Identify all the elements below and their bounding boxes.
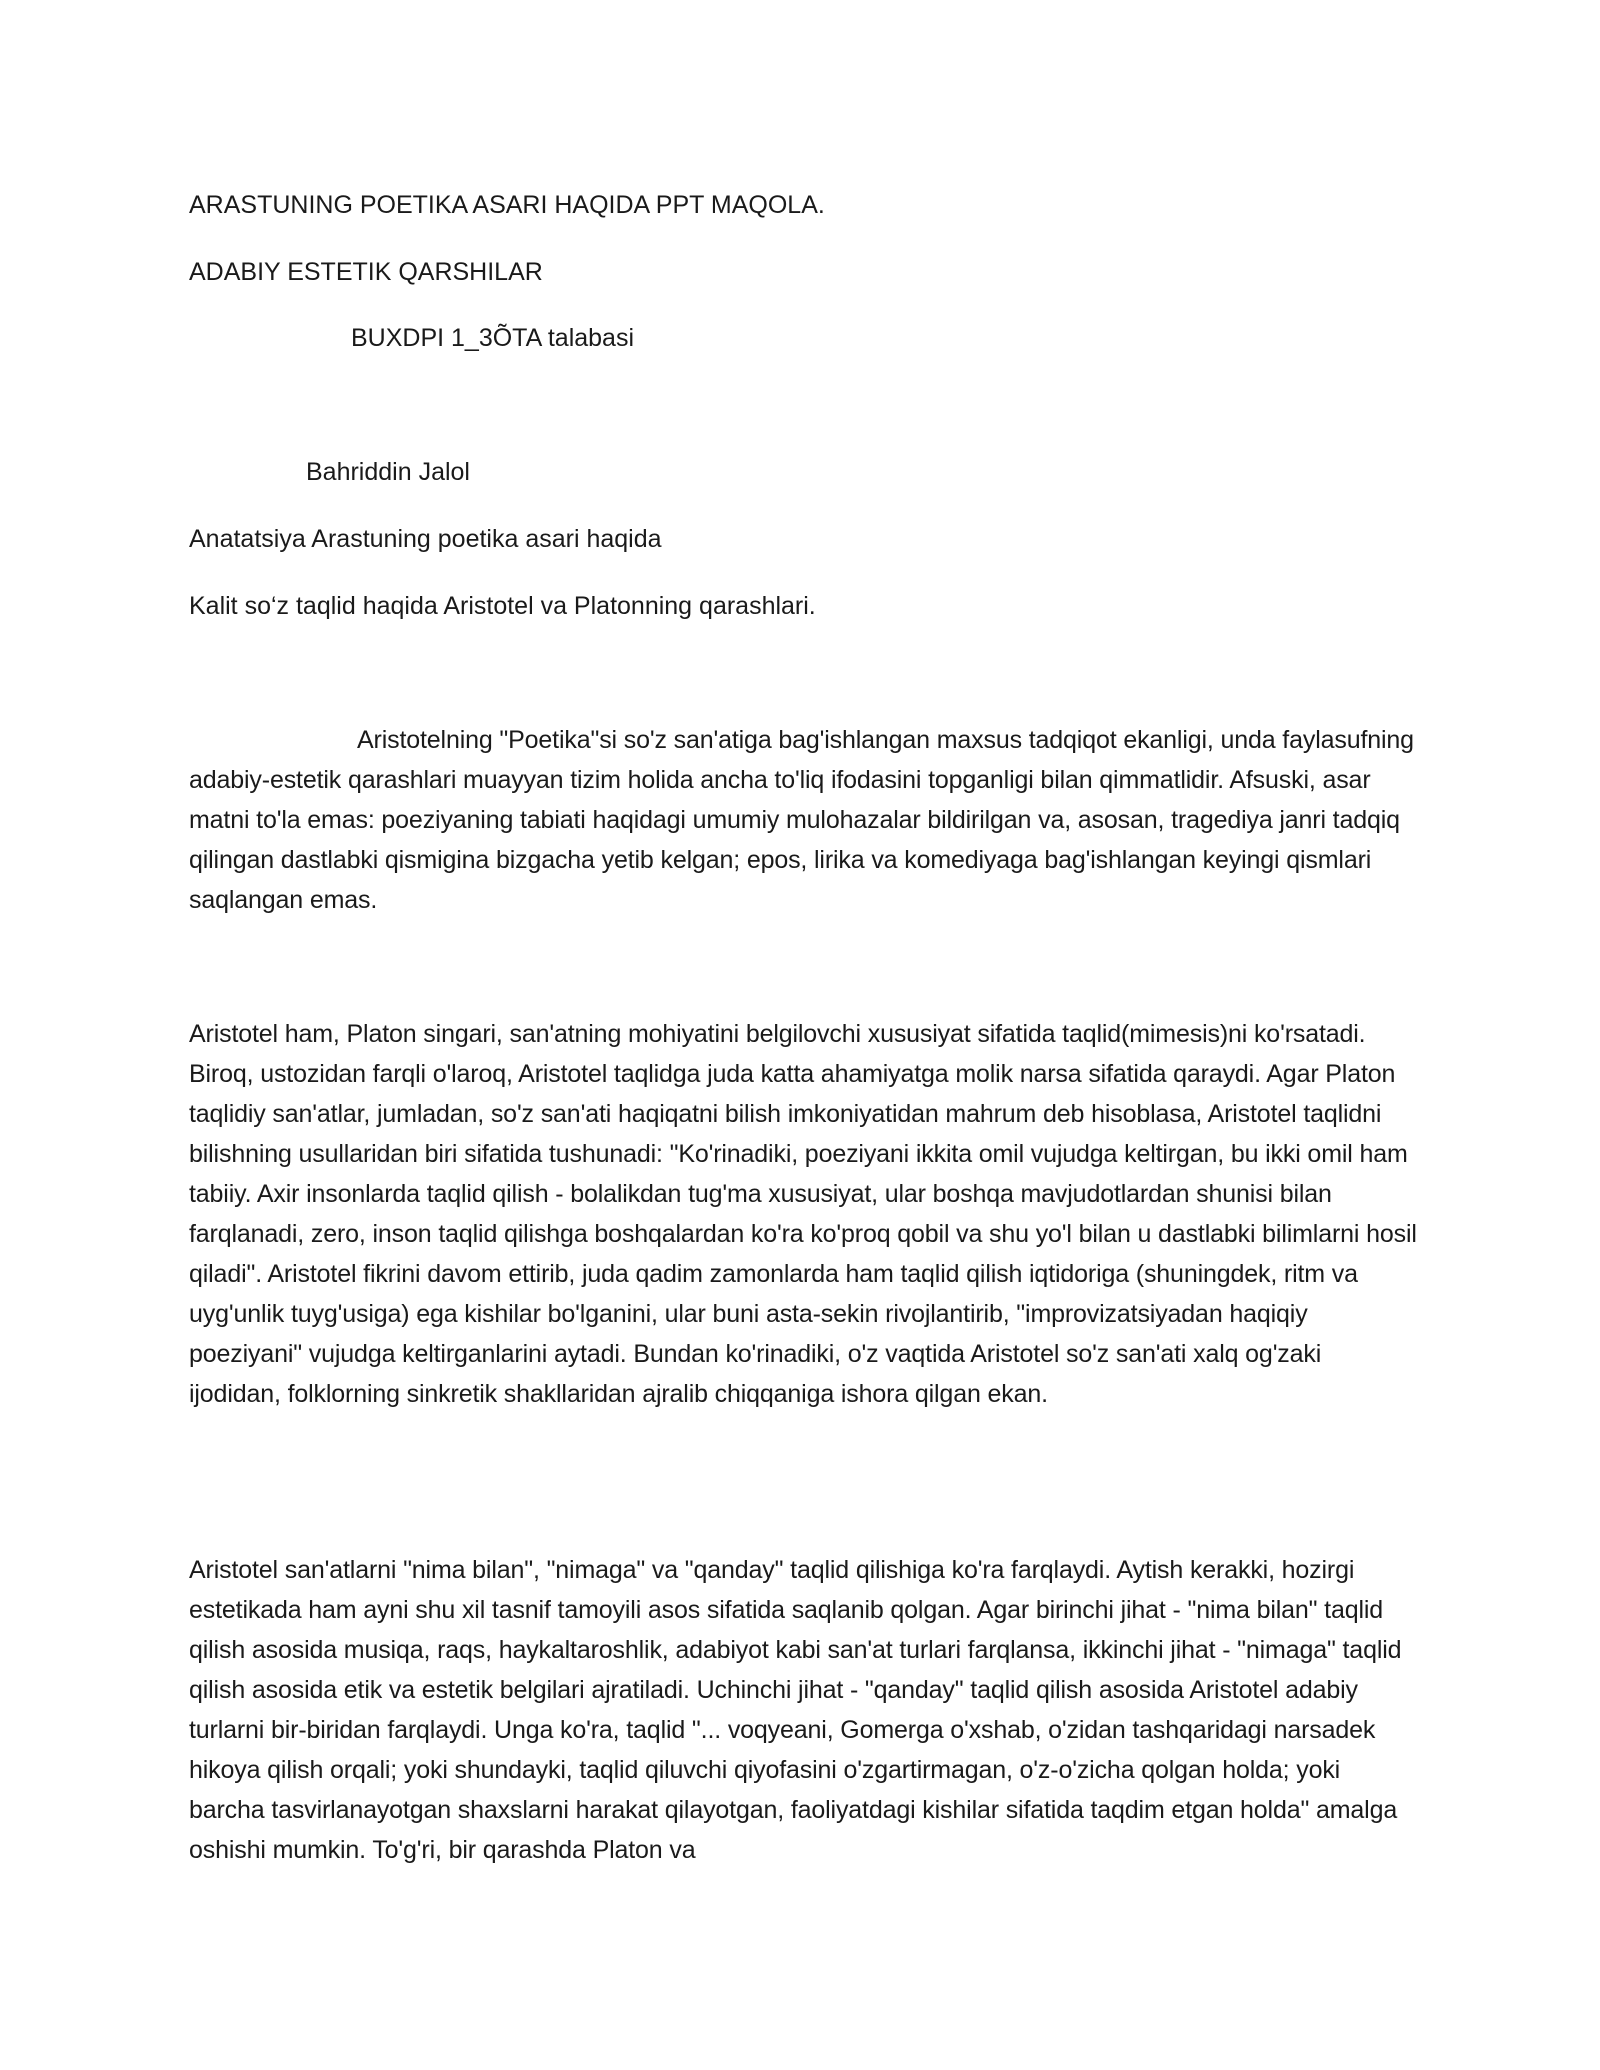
document-title: ARASTUNING POETIKA ASARI HAQIDA PPT MAQOLA.: [189, 191, 825, 219]
paragraph-3: Aristotel san'atlarni "nima bilan", "nimaga" va "qanday" taqlid qilishiga ko'ra farqlaydi. Aytish kerakki, hozirgi estetikada ham ayni shu xil tasnif tamoyili asos sifatida saqlanib qolgan. Agar birinchi jihat - "nima bilan" taqlid qilish asosida musiqa, raqs, haykaltaroshlik, adabiyot kabi san'at turlari farqlansa, ikkinchi jihat - "nimaga" taqlid qilish asosida etik va estetik belgilari ajratiladi. Uchinchi jihat - "qanday" taqlid qilish asosida Aristotel adabiy turlarni bir-biridan farqlaydi. Unga ko'ra, taqlid "... voqyeani, Gomerga o'xshab, o'zidan tashqaridagi narsadek hikoya qilish orqali; yoki shundayki, taqlid qiluvchi qiyofasini o'zgartirmagan, o'z-o'zicha qolgan holda; yoki barcha tasvirlanayotgan shaxslarni harakat qilayotgan, faoliyatdagi kishilar sifatida taqdim etgan holda" amalga oshishi mumkin. To'g'ri, bir qarashda Platon va: [189, 1556, 1402, 1864]
annotation-line: Anatatsiya Arastuning poetika asari haqida: [189, 525, 662, 553]
keywords-line: Kalit so‘z taqlid haqida Aristotel va Platonning qarashlari.: [189, 592, 816, 620]
paragraph-2: Aristotel ham, Platon singari, san'atning mohiyatini belgilovchi xususiyat sifatida taqlid(mimesis)ni ko'rsatadi. Biroq, ustozidan farqli o'laroq, Aristotel taqlidga juda katta ahamiyatga molik narsa sifatida qaraydi. Agar Platon taqlidiy san'atlar, jumladan, so'z san'ati haqiqatni bilish imkoniyatidan mahrum deb hisoblasa, Aristotel taqlidni bilishning usullaridan biri sifatida tushunadi: "Ko'rinadiki, poeziyani ikkita omil vujudga keltirgan, bu ikki omil ham tabiiy. Axir insonlarda taqlid qilish - bolalikdan tug'ma xususiyat, ular boshqa mavjudotlardan shunisi bilan farqlanadi, zero, inson taqlid qilishga boshqalardan ko'ra ko'proq qobil va shu yo'l bilan u dastlabki bilimlarni hosil qiladi". Aristotel fikrini davom ettirib, juda qadim zamonlarda ham taqlid qilish iqtidoriga (shuningdek, ritm va uyg'unlik tuyg'usiga) ega kishilar bo'lganini, ular buni asta-sekin rivojlantirib, "improvizatsiyadan haqiqiy poeziyani" vujudga keltirganlarini aytadi. Bundan ko'rinadiki, o'z vaqtida Aristotel so'z san'ati xalq og'zaki ijodidan, folklorning sinkretik shakllaridan ajralib chiqqaniga ishora qilgan ekan.: [189, 1020, 1417, 1408]
student-affiliation: BUXDPI 1_3ÕTA talabasi: [351, 324, 635, 352]
paragraph-1-text: Aristotelning "Poetika"si so'z san'atiga bag'ishlangan maxsus tadqiqot ekanligi, unda faylasufning adabiy-estetik qarashlari muayyan tizim holida ancha to'liq ifodasini topganligi bilan qimmatlidir. Afsuski, asar matni to'la emas: poeziyaning tabiati haqidagi umumiy mulohazalar bildirilgan va, asosan, tragediya janri tadqiq qilingan dastlabki qismigina bizgacha yetib kelgan; epos, lirika va komediyaga bag'ishlangan keyingi qismlari saqlangan emas.: [189, 726, 1414, 914]
paragraph-1: [189, 720, 1419, 920]
author-name: Bahriddin Jalol: [306, 458, 470, 486]
document-subtitle: ADABIY ESTETIK QARSHILAR: [189, 258, 543, 286]
